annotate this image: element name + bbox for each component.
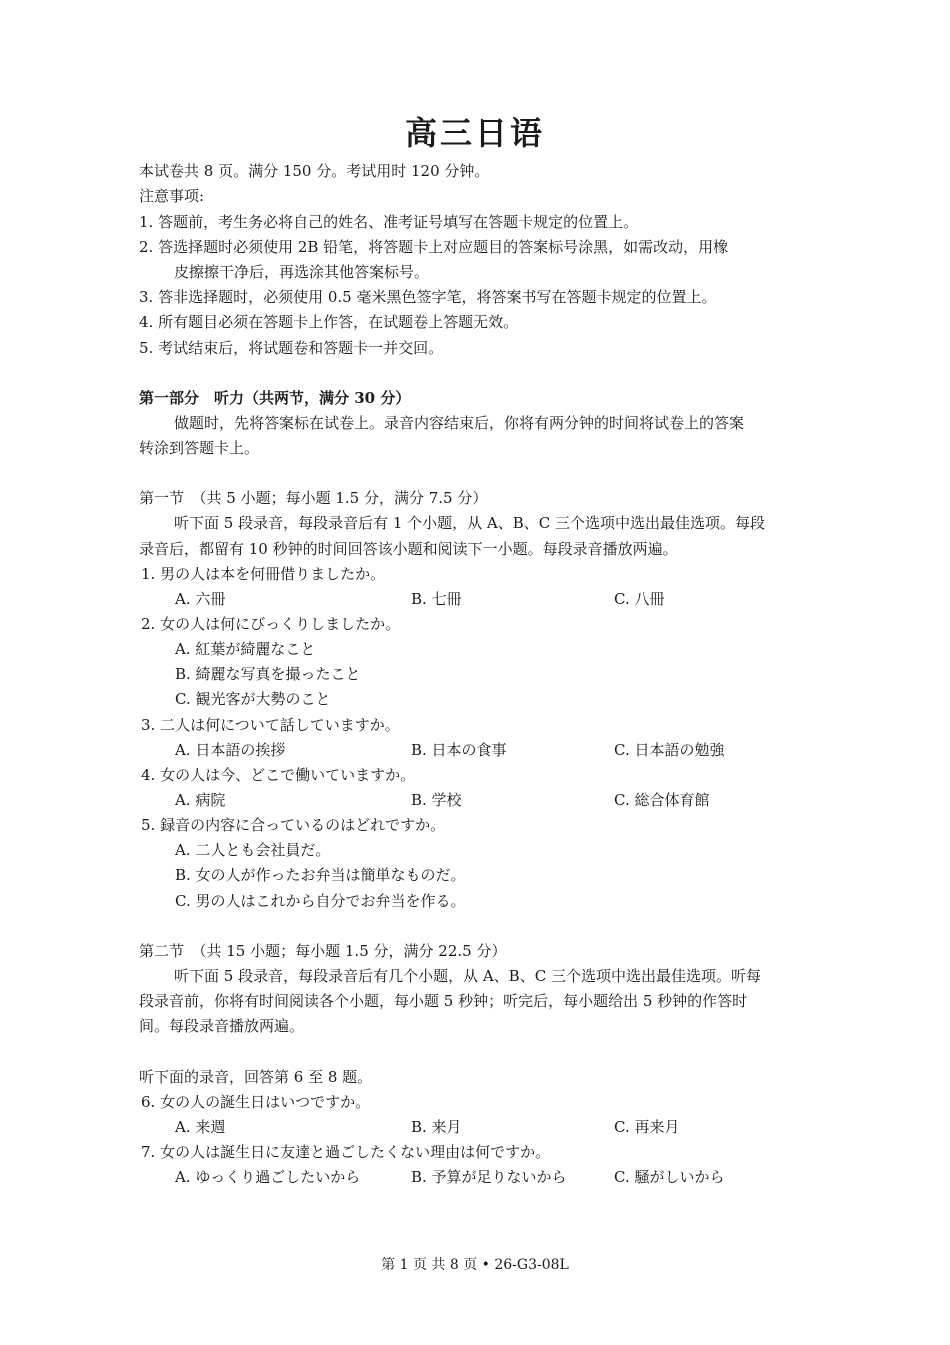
section2-heading: 第二节 （共 15 小题；每小题 1.5 分，满分 22.5 分）: [139, 942, 507, 960]
option-c: C. 観光客が大勢のこと: [175, 690, 331, 708]
exam-intro: 本试卷共 8 页。满分 150 分。考试用时 120 分钟。: [139, 162, 490, 180]
notes-heading: 注意事项:: [139, 187, 205, 205]
question-stem: 3. 二人は何について話していますか。: [141, 716, 400, 734]
option-a: A. 紅葉が綺麗なこと: [175, 640, 316, 658]
section2-instruction: 段录音前，你将有时间阅读各个小题，每小题 5 秒钟；听完后，每小题给出 5 秒钟的作答时: [139, 992, 748, 1010]
page-footer: 第 1 页 共 8 页 • 26-G3-08L: [381, 1257, 569, 1273]
option-b: B. 予算が足りないから: [411, 1168, 567, 1186]
option-b: B. 日本の食事: [411, 741, 507, 759]
option-a: A. 病院: [175, 791, 226, 809]
note-item: 4. 所有题目必须在答题卡上作答，在试题卷上答题无效。: [139, 313, 519, 331]
option-b: B. 学校: [411, 791, 462, 809]
option-c: C. 再来月: [614, 1118, 680, 1136]
option-c: C. 男の人はこれから自分でお弁当を作る。: [175, 892, 466, 910]
part1-instruction: 转涂到答题卡上。: [139, 439, 260, 457]
question-stem: 5. 録音の内容に合っているのはどれですか。: [141, 816, 446, 834]
option-a: A. 来週: [175, 1118, 226, 1136]
page-title: 高三日语: [404, 114, 545, 152]
note-item: 1. 答题前，考生务必将自己的姓名、准考证号填写在答题卡规定的位置上。: [139, 213, 639, 231]
option-b: B. 来月: [411, 1118, 462, 1136]
option-b: B. 綺麗な写真を撮ったこと: [175, 665, 361, 683]
option-c: C. 総合体育館: [614, 791, 710, 809]
section1-instruction: 听下面 5 段录音，每段录音后有 1 个小题，从 A、B、C 三个选项中选出最佳选项。每段: [174, 514, 766, 532]
note-item-continuation: 皮擦擦干净后，再选涂其他答案标号。: [174, 263, 430, 281]
option-c: C. 日本語の勉強: [614, 741, 725, 759]
question-group-intro: 听下面的录音，回答第 6 至 8 题。: [139, 1068, 373, 1086]
question-stem: 6. 女の人の誕生日はいつですか。: [141, 1093, 371, 1111]
part1-instruction: 做题时，先将答案标在试卷上。录音内容结束后，你将有两分钟的时间将试卷上的答案: [174, 414, 745, 432]
question-stem: 4. 女の人は今、どこで働いていますか。: [141, 766, 416, 784]
section2-instruction: 听下面 5 段录音，每段录音后有几个小题，从 A、B、C 三个选项中选出最佳选项。听每: [174, 967, 761, 985]
option-b: B. 七冊: [411, 590, 462, 608]
option-a: A. 六冊: [175, 590, 226, 608]
question-stem: 2. 女の人は何にびっくりしましたか。: [141, 615, 401, 633]
section1-instruction: 录音后，都留有 10 秒钟的时间回答该小题和阅读下一小题。每段录音播放两遍。: [139, 540, 678, 558]
option-b: B. 女の人が作ったお弁当は簡単なものだ。: [175, 866, 466, 884]
option-c: C. 八冊: [614, 590, 665, 608]
note-item: 5. 考试结束后，将试题卷和答题卡一并交回。: [139, 339, 444, 357]
option-c: C. 騒がしいから: [614, 1168, 725, 1186]
question-stem: 7. 女の人は誕生日に友達と過ごしたくない理由は何ですか。: [141, 1143, 551, 1161]
section2-instruction: 间。每段录音播放两遍。: [139, 1017, 305, 1035]
option-a: A. 日本語の挨拶: [175, 741, 286, 759]
option-a: A. 二人とも会社員だ。: [175, 841, 331, 859]
part1-heading: 第一部分 听力（共两节，满分 30 分）: [139, 389, 411, 407]
question-stem: 1. 男の人は本を何冊借りましたか。: [141, 565, 386, 583]
section1-heading: 第一节 （共 5 小题；每小题 1.5 分，满分 7.5 分）: [139, 489, 488, 507]
option-a: A. ゆっくり過ごしたいから: [175, 1168, 361, 1186]
note-item: 2. 答选择题时必须使用 2B 铅笔，将答题卡上对应题目的答案标号涂黑，如需改动，用橡: [139, 238, 729, 256]
note-item: 3. 答非选择题时，必须使用 0.5 毫米黑色签字笔，将答案书写在答题卡规定的位置上。: [139, 288, 717, 306]
